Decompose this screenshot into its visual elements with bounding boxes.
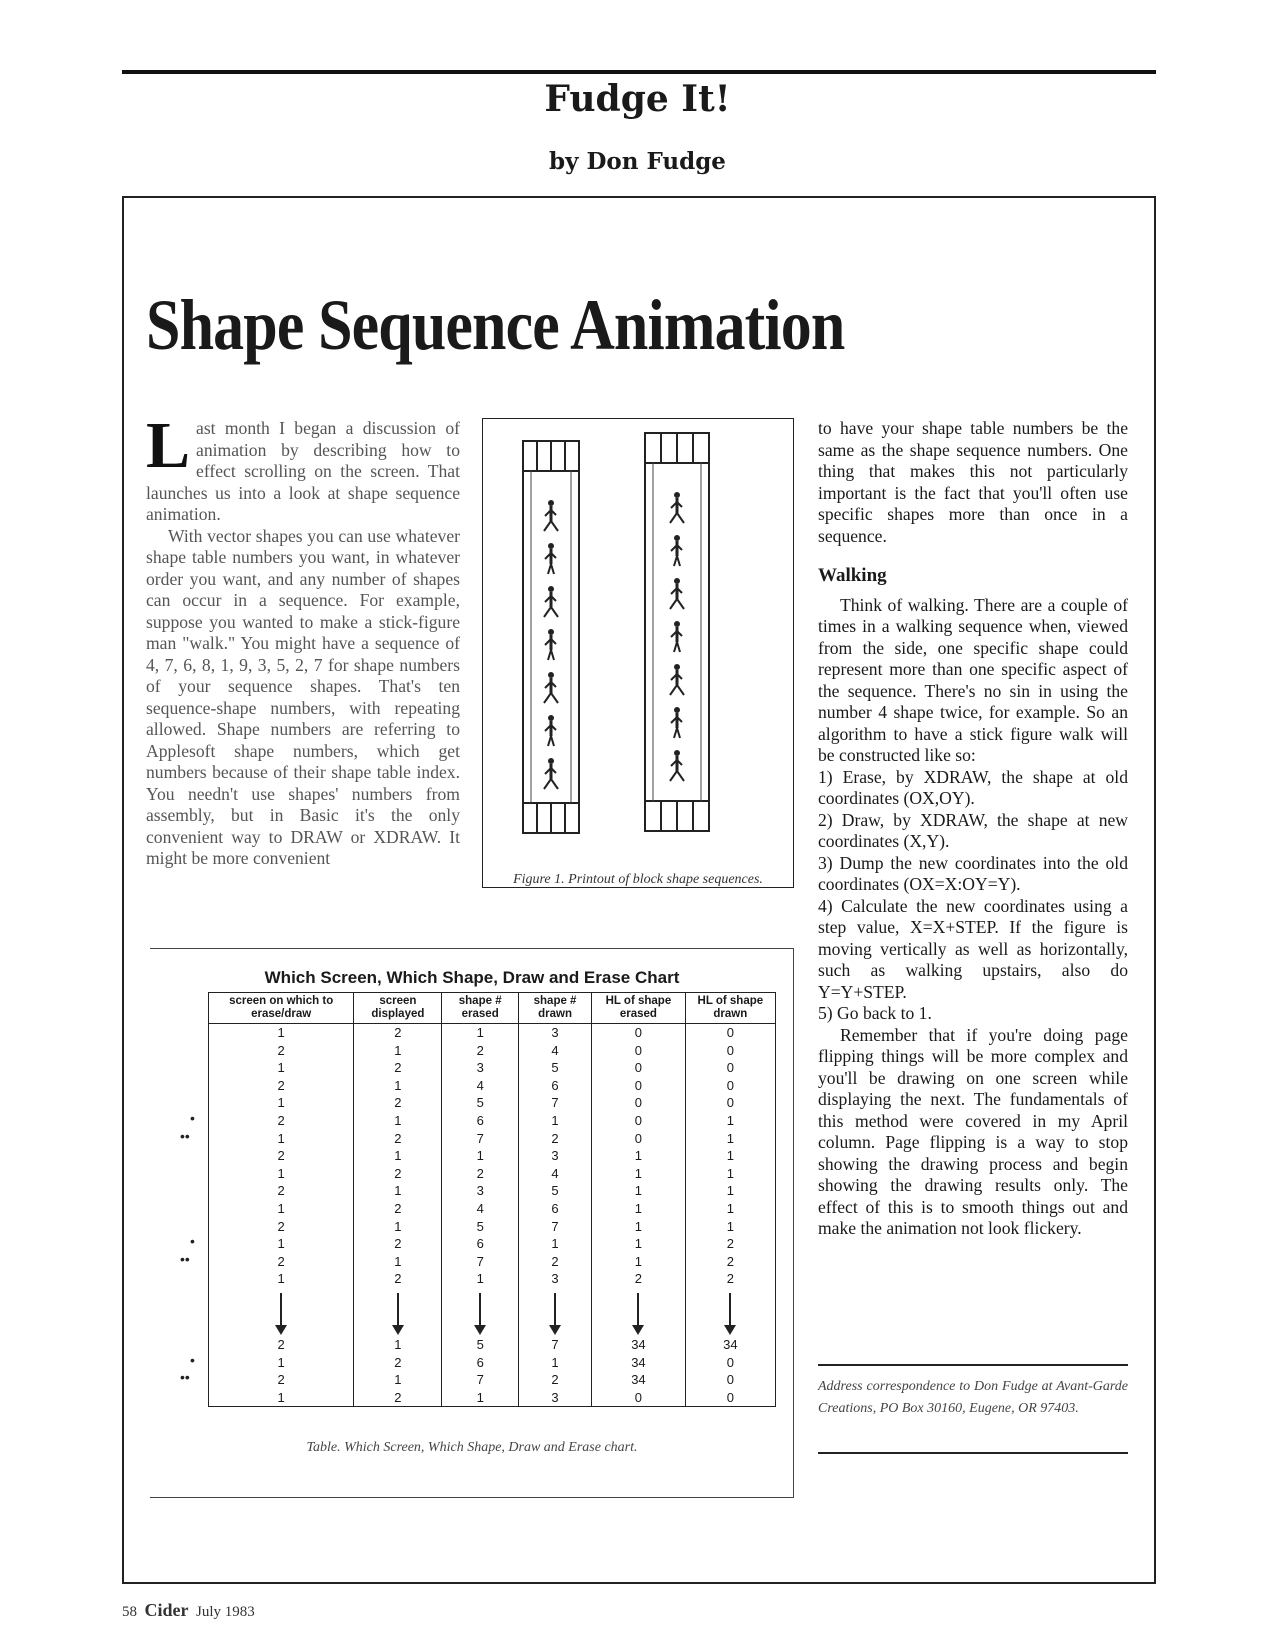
table-cell: 6 <box>518 1077 591 1095</box>
table-cell: 0 <box>685 1077 775 1095</box>
row-marker-dots: • <box>190 1233 195 1250</box>
table-caption: Table. Which Screen, Which Shape, Draw and Erase chart. <box>306 1440 638 1455</box>
stick-figure-head <box>674 535 680 541</box>
table-row <box>209 1182 776 1200</box>
stick-figure-head <box>548 543 554 549</box>
chart-table <box>208 992 776 1407</box>
table-cell: 1 <box>518 1354 591 1372</box>
table-cell: 0 <box>592 1077 686 1095</box>
table-cell: 1 <box>209 1059 354 1077</box>
table-row <box>209 1336 776 1354</box>
stick-figure-leg <box>551 779 558 789</box>
continuation-arrow-cell <box>518 1288 591 1336</box>
row-marker-dots: •• <box>180 1127 190 1144</box>
table-cell: 1 <box>592 1200 686 1218</box>
table-cell: 1 <box>685 1200 775 1218</box>
table-cell: 2 <box>354 1130 442 1148</box>
table-cell: 0 <box>592 1042 686 1060</box>
chart-header-row <box>209 993 776 1024</box>
chart-title: Which Screen, Which Shape, Draw and Erase Chart <box>264 968 680 987</box>
table-cell: 6 <box>442 1354 518 1372</box>
table-cell: 0 <box>592 1389 686 1407</box>
address-rule-top <box>818 1364 1128 1366</box>
table-cell: 2 <box>354 1354 442 1372</box>
table-cell: 1 <box>354 1253 442 1271</box>
table-cell: 0 <box>685 1024 775 1042</box>
column-3 <box>818 418 1128 1240</box>
page-footer <box>122 1600 255 1621</box>
table-cell: 1 <box>685 1182 775 1200</box>
figure-1-box <box>482 418 794 888</box>
table-cell: 0 <box>592 1059 686 1077</box>
table-cell: 0 <box>592 1112 686 1130</box>
col3-paragraph-3: Remember that if you're doing page flipping things will be more complex and you'll be drawing on one screen while displaying the next. The fundamentals of this method were covered in my April column. Page flipping is a way to stop showing the drawing process and begin showing the drawing results only. The effect of this is to smooth things out and make the animation not look flickery. <box>818 1024 1128 1238</box>
step-4: 4) Calculate the new coordinates using a step value, X=X+STEP. If the figure is moving vertically as well as horizontally, such as walking upstairs, also do Y=Y+STEP. <box>818 895 1128 1002</box>
table-cell: 7 <box>518 1336 591 1354</box>
table-cell: 5 <box>442 1336 518 1354</box>
stick-figure-head <box>548 629 554 635</box>
table-cell: 6 <box>442 1112 518 1130</box>
table-row <box>209 1253 776 1271</box>
stick-figure-leg <box>677 556 680 566</box>
stick-figure-leg <box>544 779 551 789</box>
table-cell: 2 <box>354 1389 442 1407</box>
stick-figure-leg <box>551 736 554 746</box>
arrow-row <box>209 1288 776 1336</box>
step-3: 3) Dump the new coordinates into the old coordinates (OX=X:OY=Y). <box>818 852 1128 894</box>
table-cell: 1 <box>354 1112 442 1130</box>
table-cell: 1 <box>592 1182 686 1200</box>
drop-cap: L <box>146 409 191 482</box>
issue-date: July 1983 <box>196 1604 255 1620</box>
table-cell: 1 <box>442 1147 518 1165</box>
header-screen-displayed: screen displayed <box>354 993 442 1024</box>
table-cell: 4 <box>442 1200 518 1218</box>
chart-body <box>209 1024 776 1407</box>
header-shape-drawn: shape # drawn <box>518 993 591 1024</box>
stick-figure-head <box>548 715 554 721</box>
table-cell: 1 <box>442 1024 518 1042</box>
table-cell: 1 <box>518 1112 591 1130</box>
table-cell: 2 <box>209 1336 354 1354</box>
col1-paragraph-1 <box>146 409 460 526</box>
column-title: Fudge It! <box>544 78 731 120</box>
table-cell: 7 <box>442 1371 518 1389</box>
table-row <box>209 1042 776 1060</box>
table-cell: 0 <box>685 1042 775 1060</box>
block-shape-sequences-figure <box>483 419 793 869</box>
table-cell: 2 <box>209 1147 354 1165</box>
table-row <box>209 1200 776 1218</box>
table-cell: 4 <box>518 1042 591 1060</box>
stick-figure-leg <box>551 650 554 660</box>
table-cell: 2 <box>354 1059 442 1077</box>
table-cell: 1 <box>592 1218 686 1236</box>
table-cell: 1 <box>518 1235 591 1253</box>
stick-figure-head <box>674 707 680 713</box>
table-cell: 1 <box>209 1389 354 1407</box>
stick-figure-leg <box>551 521 558 531</box>
stick-figure-head <box>674 492 680 498</box>
continuation-arrow-cell <box>354 1288 442 1336</box>
stick-figure-head <box>548 672 554 678</box>
continuation-arrow-cell <box>209 1288 354 1336</box>
table-cell: 34 <box>592 1336 686 1354</box>
table-cell: 4 <box>442 1077 518 1095</box>
table-cell: 1 <box>685 1218 775 1236</box>
table-cell: 3 <box>442 1182 518 1200</box>
table-cell: 1 <box>209 1094 354 1112</box>
table-cell: 2 <box>209 1253 354 1271</box>
table-cell: 2 <box>518 1253 591 1271</box>
figure-caption: Figure 1. Printout of block shape sequences. <box>513 872 763 887</box>
stick-figure-leg <box>677 642 680 652</box>
table-cell: 2 <box>354 1024 442 1042</box>
stick-figure-leg <box>544 693 551 703</box>
table-cell: 0 <box>685 1094 775 1112</box>
stick-figure-head <box>674 621 680 627</box>
table-row <box>209 1371 776 1389</box>
table-cell: 1 <box>354 1371 442 1389</box>
address-note: Address correspondence to Don Fudge at Avant-Garde Creations, PO Box 30160, Eugene, OR 97403. <box>818 1379 1128 1416</box>
table-cell: 0 <box>685 1354 775 1372</box>
table-cell: 7 <box>442 1130 518 1148</box>
table-cell: 3 <box>442 1059 518 1077</box>
table-cell: 1 <box>209 1165 354 1183</box>
table-cell: 0 <box>592 1024 686 1042</box>
table-row <box>209 1354 776 1372</box>
table-cell: 1 <box>354 1147 442 1165</box>
stick-figure-leg <box>670 599 677 609</box>
table-cell: 2 <box>209 1042 354 1060</box>
magazine-name: Cider <box>144 1600 189 1620</box>
stick-figure-head <box>674 578 680 584</box>
table-cell: 2 <box>592 1270 686 1288</box>
table-cell: 1 <box>592 1253 686 1271</box>
stick-figure-head <box>674 750 680 756</box>
table-cell: 2 <box>354 1270 442 1288</box>
table-cell: 0 <box>592 1094 686 1112</box>
table-cell: 2 <box>209 1371 354 1389</box>
table-cell: 5 <box>518 1059 591 1077</box>
table-cell: 1 <box>442 1270 518 1288</box>
continuation-arrow-cell <box>685 1288 775 1336</box>
step-2: 2) Draw, by XDRAW, the shape at new coordinates (X,Y). <box>818 809 1128 851</box>
col3-paragraph-1: to have your shape table numbers be the same as the shape sequence numbers. One thing that makes this not particularly important is the fact that you'll often use specific shapes more than once in a sequence. <box>818 418 1128 546</box>
stick-figure-leg <box>670 513 677 523</box>
stick-figure-leg <box>670 685 677 695</box>
stick-figure-leg <box>677 599 684 609</box>
table-cell: 2 <box>442 1042 518 1060</box>
table-cell: 2 <box>518 1130 591 1148</box>
step-5: 5) Go back to 1. <box>818 1003 932 1023</box>
table-cell: 2 <box>685 1235 775 1253</box>
step-1: 1) Erase, by XDRAW, the shape at old coordinates (OX,OY). <box>818 766 1128 808</box>
table-cell: 34 <box>592 1354 686 1372</box>
table-cell: 1 <box>209 1130 354 1148</box>
continuation-arrow-cell <box>442 1288 518 1336</box>
table-cell: 34 <box>685 1336 775 1354</box>
down-arrow-icon <box>479 1293 481 1327</box>
table-row <box>209 1147 776 1165</box>
stick-figure-head <box>548 500 554 506</box>
table-row <box>209 1218 776 1236</box>
table-cell: 2 <box>518 1371 591 1389</box>
table-cell: 2 <box>442 1165 518 1183</box>
table-cell: 1 <box>592 1235 686 1253</box>
table-cell: 2 <box>209 1077 354 1095</box>
table-cell: 0 <box>685 1371 775 1389</box>
stick-figure-leg <box>551 693 558 703</box>
table-cell: 5 <box>442 1218 518 1236</box>
table-cell: 7 <box>518 1094 591 1112</box>
stick-figure-leg <box>677 513 684 523</box>
table-cell: 4 <box>518 1165 591 1183</box>
table-row <box>209 1389 776 1407</box>
col3-paragraph-2: Think of walking. There are a couple of times in a walking sequence when, viewed from the side, one specific shape could represent more than one specific aspect of the sequence. There's no sin in using the number 4 shape twice, for example. So an algorithm to have a stick figure walk will be constructed like so: <box>818 594 1128 765</box>
row-marker-dots: •• <box>180 1250 190 1267</box>
table-row <box>209 1112 776 1130</box>
table-cell: 7 <box>442 1253 518 1271</box>
stick-figure-leg <box>677 771 684 781</box>
table-cell: 2 <box>354 1094 442 1112</box>
table-cell: 0 <box>592 1130 686 1148</box>
table-cell: 3 <box>518 1147 591 1165</box>
stick-figure-head <box>674 664 680 670</box>
header-screen-erase-draw: screen on which to erase/draw <box>209 993 354 1024</box>
page-number: 58 <box>122 1604 137 1620</box>
continuation-arrow-cell <box>592 1288 686 1336</box>
table-cell: 5 <box>442 1094 518 1112</box>
table-cell: 2 <box>685 1253 775 1271</box>
col1-p1-text: ast month I began a discussion of animation by describing how to effect scrolling on the screen. That launches us into a look at shape sequence animation. <box>146 418 460 524</box>
stick-figure-leg <box>544 607 551 617</box>
table-cell: 1 <box>354 1042 442 1060</box>
table-cell: 2 <box>354 1200 442 1218</box>
table-cell: 1 <box>354 1182 442 1200</box>
table-cell: 1 <box>209 1024 354 1042</box>
table-cell: 3 <box>518 1270 591 1288</box>
table-cell: 1 <box>685 1130 775 1148</box>
stick-figure-leg <box>670 771 677 781</box>
table-cell: 1 <box>354 1077 442 1095</box>
address-rule-bottom <box>818 1452 1128 1454</box>
down-arrow-icon <box>637 1293 639 1327</box>
top-rule <box>122 70 1156 74</box>
stick-figure-leg <box>551 564 554 574</box>
table-row <box>209 1165 776 1183</box>
down-arrow-icon <box>280 1293 282 1327</box>
table-cell: 2 <box>685 1270 775 1288</box>
table-cell: 1 <box>354 1218 442 1236</box>
stick-figure-head <box>548 586 554 592</box>
table-cell: 2 <box>209 1112 354 1130</box>
table-cell: 1 <box>685 1112 775 1130</box>
table-cell: 1 <box>442 1389 518 1407</box>
header-hl-drawn: HL of shape drawn <box>685 993 775 1024</box>
table-row <box>209 1235 776 1253</box>
table-cell: 1 <box>209 1200 354 1218</box>
table-cell: 2 <box>354 1165 442 1183</box>
table-cell: 34 <box>592 1371 686 1389</box>
table-cell: 1 <box>685 1165 775 1183</box>
column-1 <box>146 409 460 870</box>
stick-figure-leg <box>551 607 558 617</box>
stick-figure-leg <box>544 521 551 531</box>
table-cell: 2 <box>209 1182 354 1200</box>
table-cell: 2 <box>209 1218 354 1236</box>
byline: by Don Fudge <box>549 148 726 175</box>
table-cell: 3 <box>518 1389 591 1407</box>
table-cell: 1 <box>592 1165 686 1183</box>
article-title: Shape Sequence Animation <box>146 285 845 365</box>
table-cell: 1 <box>592 1147 686 1165</box>
col1-paragraph-2: With vector shapes you can use whatever shape table numbers you want, in whatever order you want, and any number of shapes can occur in a sequence. For example, suppose you wanted to make a stick-figure man "walk." You might have a sequence of 4, 7, 6, 8, 1, 9, 3, 5, 2, 7 for shape numbers of your sequence shapes. That's ten sequence-shape numbers, with repeating allowed. Shape numbers are referring to Applesoft shape numbers, which get numbers because of their shape table index. You needn't use shapes' numbers from assembly, but in Basic it's the only convenient way to DRAW or XDRAW. It might be more convenient <box>146 525 460 868</box>
table-row <box>209 1077 776 1095</box>
table-row <box>209 1130 776 1148</box>
row-marker-dots: •• <box>180 1369 190 1386</box>
down-arrow-icon <box>397 1293 399 1327</box>
table-cell: 1 <box>354 1336 442 1354</box>
table-row <box>209 1094 776 1112</box>
table-cell: 2 <box>354 1235 442 1253</box>
table-row <box>209 1024 776 1042</box>
table-cell: 6 <box>442 1235 518 1253</box>
table-cell: 1 <box>209 1354 354 1372</box>
header-hl-erased: HL of shape erased <box>592 993 686 1024</box>
row-marker-dots: • <box>190 1351 195 1368</box>
table-cell: 3 <box>518 1024 591 1042</box>
stick-figure-head <box>548 758 554 764</box>
row-marker-dots: • <box>190 1109 195 1126</box>
table-cell: 1 <box>209 1270 354 1288</box>
stick-figure-leg <box>677 685 684 695</box>
stick-figure-leg <box>677 728 680 738</box>
table-cell: 6 <box>518 1200 591 1218</box>
table-row <box>209 1270 776 1288</box>
table-cell: 0 <box>685 1389 775 1407</box>
table-cell: 0 <box>685 1059 775 1077</box>
table-cell: 5 <box>518 1182 591 1200</box>
walking-heading: Walking <box>818 565 887 586</box>
down-arrow-icon <box>729 1293 731 1327</box>
header-shape-erased: shape # erased <box>442 993 518 1024</box>
table-cell: 1 <box>209 1235 354 1253</box>
down-arrow-icon <box>554 1293 556 1327</box>
table-cell: 1 <box>685 1147 775 1165</box>
table-cell: 7 <box>518 1218 591 1236</box>
table-row <box>209 1059 776 1077</box>
